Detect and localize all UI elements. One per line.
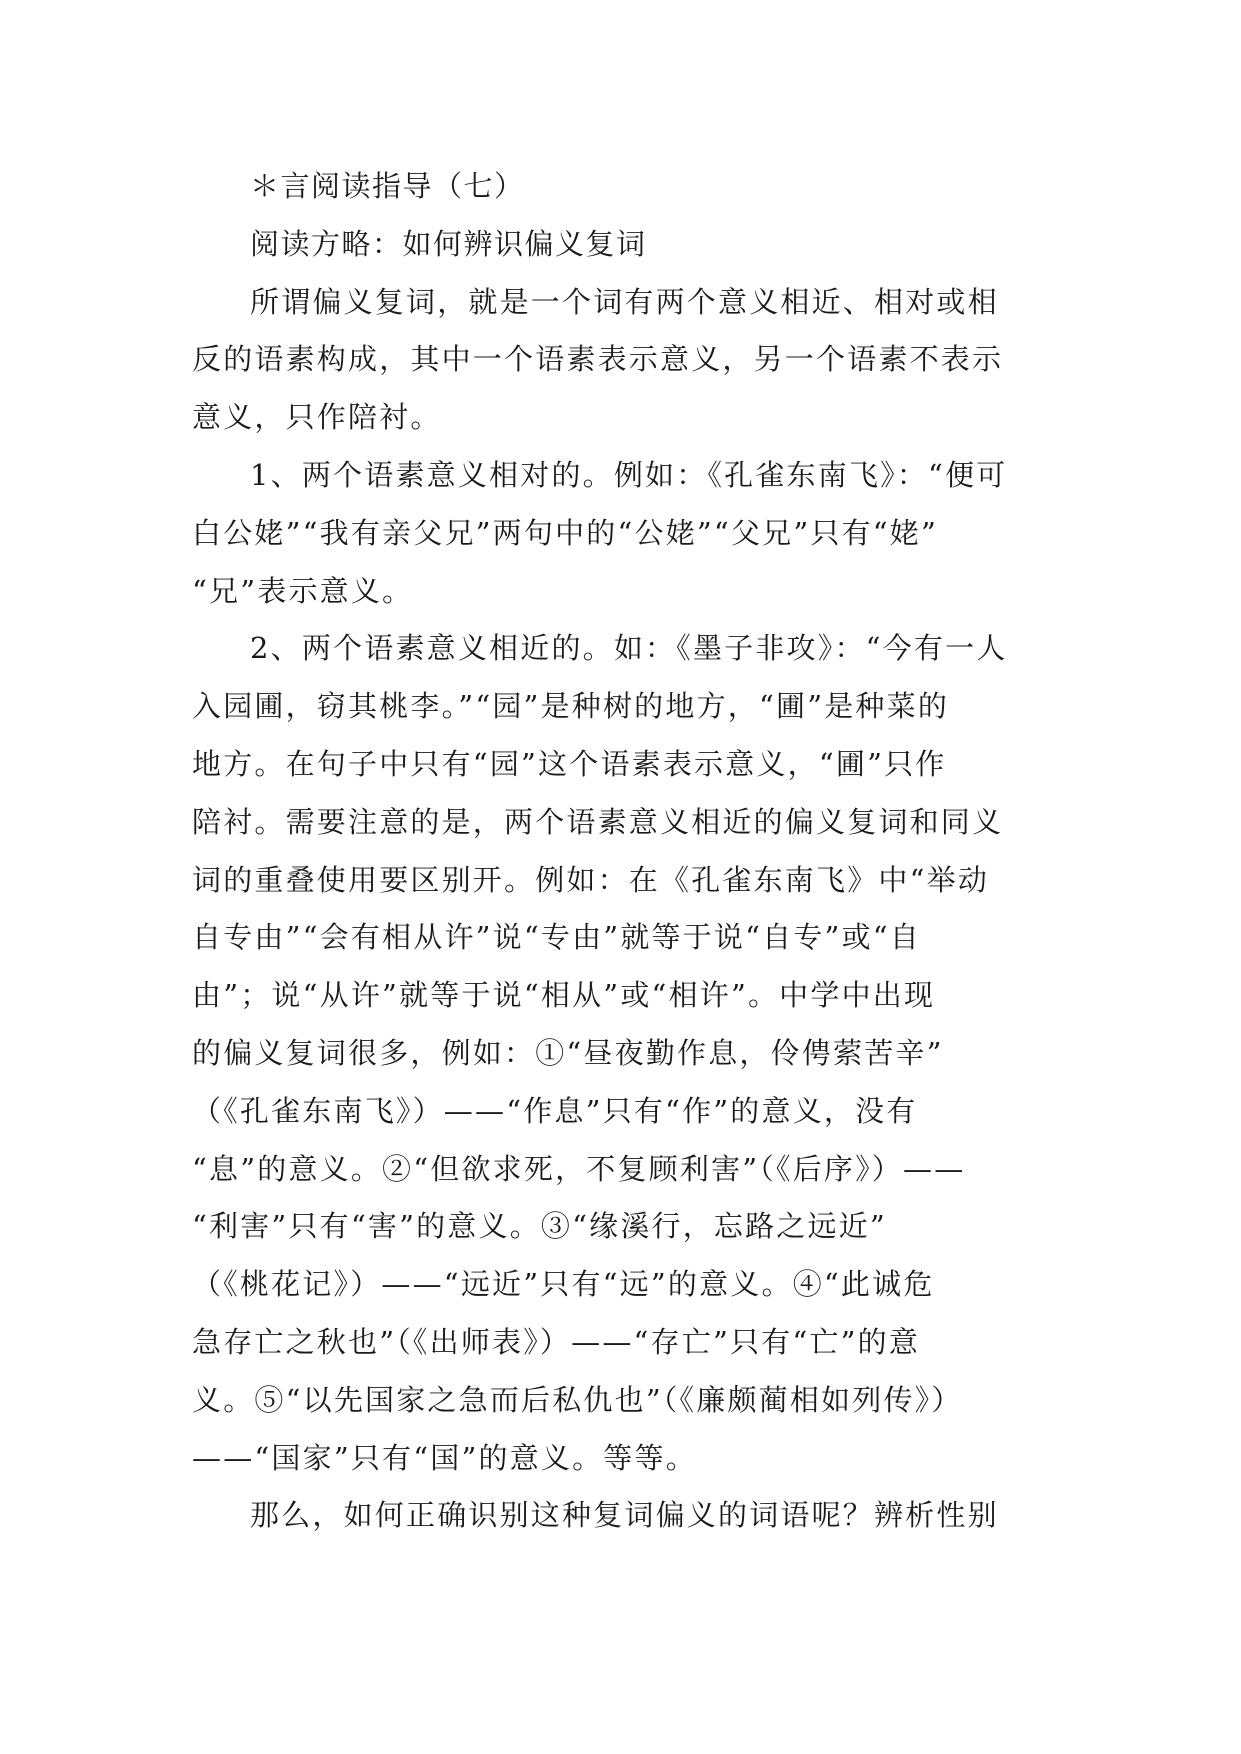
paragraph-line: 地方。在句子中只有“园”这个语素表示意义，“圃”只作 bbox=[192, 746, 947, 781]
paragraph-line: “兄”表示意义。 bbox=[192, 573, 414, 608]
paragraph-line: 1、两个语素意义相对的。例如：《孔雀东南飞》：“便可 bbox=[250, 457, 1008, 492]
paragraph-line: “利害”只有“害”的意义。③“缘溪行，忘路之远近” bbox=[192, 1209, 887, 1244]
paragraph-line: 所谓偏义复词，就是一个词有两个意义相近、相对或相 bbox=[250, 284, 999, 319]
paragraph-definition bbox=[192, 274, 1052, 447]
paragraph-line: 义。⑤“以先国家之急而后私仇也”（《廉颇蔺相如列传》） bbox=[192, 1382, 963, 1417]
paragraph-line: 的偏义复词很多，例如：①“昼夜勤作息，伶俜萦苦辛” bbox=[192, 1035, 944, 1070]
paragraph-line: 反的语素构成，其中一个语素表示意义，另一个语素不表示 bbox=[192, 342, 1004, 377]
paragraph-question bbox=[192, 1487, 1052, 1545]
paragraph-line: 急存亡之秋也”（《出师表》）——“存亡”只有“亡”的意 bbox=[192, 1324, 921, 1359]
paragraph-line: 2、两个语素意义相近的。如：《墨子非攻》：“今有一人 bbox=[250, 631, 1008, 666]
text-column bbox=[192, 158, 1052, 1545]
document-title: ＊言阅读指导（七） bbox=[250, 169, 525, 203]
paragraph-line: ——“国家”只有“国”的意义。等等。 bbox=[192, 1440, 697, 1475]
paragraph-line: （《孔雀东南飞》）——“作息”只有“作”的意义，没有 bbox=[192, 1093, 918, 1128]
paragraph-line: （《桃花记》）——“远近”只有“远”的意义。④“此诚危 bbox=[192, 1267, 935, 1302]
paragraph-similar-morphemes bbox=[192, 620, 1052, 1487]
paragraph-line: “息”的意义。②“但欲求死，不复顾利害”（《后序》）—— bbox=[192, 1151, 966, 1186]
paragraph-line: 白公姥”“我有亲父兄”两句中的“公姥”“父兄”只有“姥” bbox=[192, 515, 939, 550]
paragraph-line: 入园圃，窃其桃李。”“园”是种树的地方，“圃”是种菜的 bbox=[192, 689, 950, 724]
paragraph-line: 由”；说“从许”就等于说“相从”或“相许”。中学中出现 bbox=[192, 978, 936, 1013]
paragraph-opposite-morphemes bbox=[192, 447, 1052, 620]
paragraph-line: 那么，如何正确识别这种复词偏义的词语呢？辨析性别 bbox=[250, 1498, 999, 1533]
paragraph-line: 词的重叠使用要区别开。例如：在《孔雀东南飞》中“举动 bbox=[192, 862, 990, 897]
paragraph-line: 自专由”“会有相从许”说“专由”就等于说“自专”或“自 bbox=[192, 920, 922, 955]
document-subtitle: 阅读方略：如何辨识偏义复词 bbox=[250, 226, 647, 261]
paragraph-line: 陪衬。需要注意的是，两个语素意义相近的偏义复词和同义 bbox=[192, 804, 1004, 839]
paragraph-line: 意义，只作陪衬。 bbox=[192, 400, 442, 435]
